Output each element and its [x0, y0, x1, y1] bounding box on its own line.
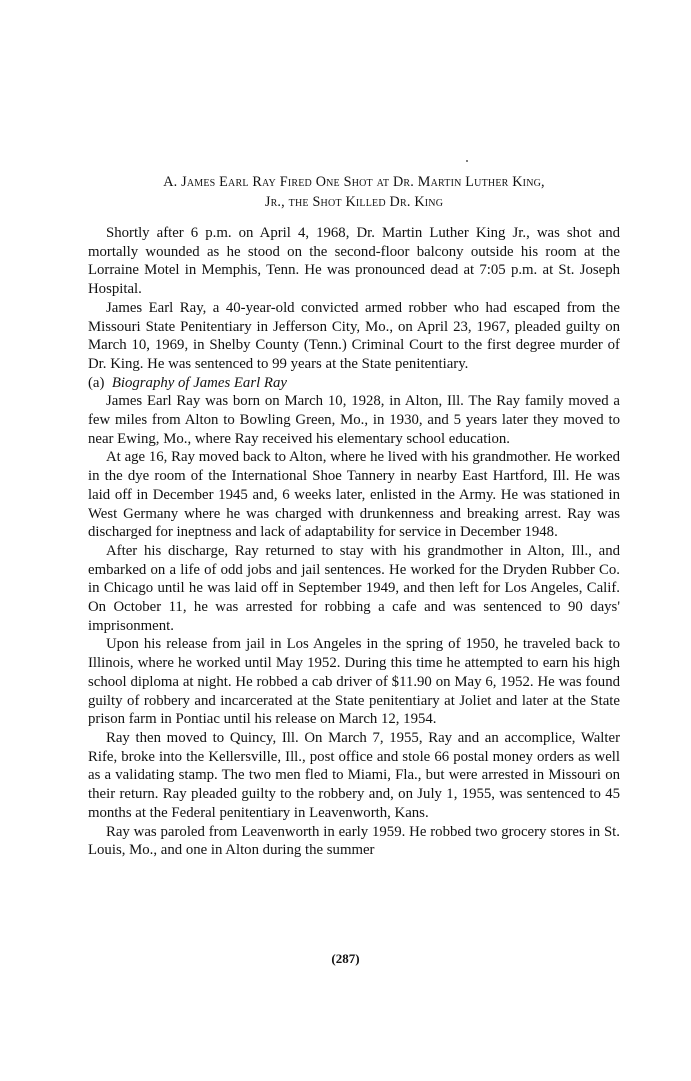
section-heading-line-1: A. James Earl Ray Fired One Shot at Dr. Martin Luther King,	[163, 174, 545, 190]
subheading-text: Biography of James Earl Ray	[111, 374, 287, 391]
bio-paragraph-2: At age 16, Ray moved back to Alton, where he lived with his grandmother. He worked in the dye room of the International Shoe Tannery in nearby East Hartford, Ill. He was laid off in December 1945 and, 6 weeks later, enlisted in the Army. He was stationed in West Germany where he was charged with drunkenness and breaking arrest. Ray was discharged for ineptness and lack of adaptability for service in December 1948.	[88, 449, 620, 541]
bio-paragraph-1: James Earl Ray was born on March 10, 1928, in Alton, Ill. The Ray family moved a few miles from Alton to Bowling Green, Mo., in 1930, and 5 years later they moved to near Ewing, Mo., where Ray received his elementary school education.	[88, 393, 620, 447]
intro-paragraph-2: James Earl Ray, a 40-year-old convicted armed robber who had escaped from the Missouri State Penitentiary in Jefferson City, Mo., on April 23, 1967, pleaded guilty on March 10, 1969, in Shelby County (Tenn.) Criminal Court to the first degree murder of Dr. King. He was sentenced to 99 years at the State penitentiary.	[88, 299, 620, 372]
document-page	[88, 172, 620, 860]
subheading-label: (a)	[88, 374, 105, 391]
page-number: (287)	[331, 951, 360, 966]
intro-paragraph-1: Shortly after 6 p.m. on April 4, 1968, Dr. Martin Luther King Jr., was shot and mortally wounded as he stood on the second-floor balcony outside his room at the Lorraine Motel in Memphis, Tenn. He was pronounced dead at 7:05 p.m. at St. Joseph Hospital.	[88, 225, 620, 298]
section-heading	[88, 172, 620, 212]
bio-paragraph-5: Ray then moved to Quincy, Ill. On March 7, 1955, Ray and an accomplice, Walter Rife, broke into the Kellersville, Ill., post office and stole 66 postal money orders as well as a validating stamp. The two men fled to Miami, Fla., but were arrested in Missouri on their return. Ray pleaded guilty to the robbery and, on July 1, 1955, was sentenced to 45 months at the Federal penitentiary in Leavenworth, Kans.	[88, 729, 620, 821]
subheading	[88, 374, 620, 393]
bio-paragraph-6: Ray was paroled from Leavenworth in early 1959. He robbed two grocery stores in St. Louis, Mo., and one in Alton during the summer	[88, 823, 620, 859]
scan-speck	[466, 160, 468, 162]
bio-paragraph-4: Upon his release from jail in Los Angeles in the spring of 1950, he traveled back to Illinois, where he worked until May 1952. During this time he attempted to earn his high school diploma at night. He robbed a cab driver of $11.90 on May 6, 1952. He was found guilty of robbery and incarcerated at the State penitentiary at Joliet and later at the State prison farm in Pontiac until his release on March 12, 1954.	[88, 636, 620, 728]
section-heading-line-2: Jr., the Shot Killed Dr. King	[264, 194, 444, 210]
bio-paragraph-3: After his discharge, Ray returned to stay with his grandmother in Alton, Ill., and embarked on a life of odd jobs and jail sentences. He worked for the Dryden Rubber Co. in Chicago until he was laid off in September 1949, and then left for Los Angeles, Calif. On October 11, he was arrested for robbing a cafe and was sentenced to 90 days' imprisonment.	[88, 542, 620, 634]
